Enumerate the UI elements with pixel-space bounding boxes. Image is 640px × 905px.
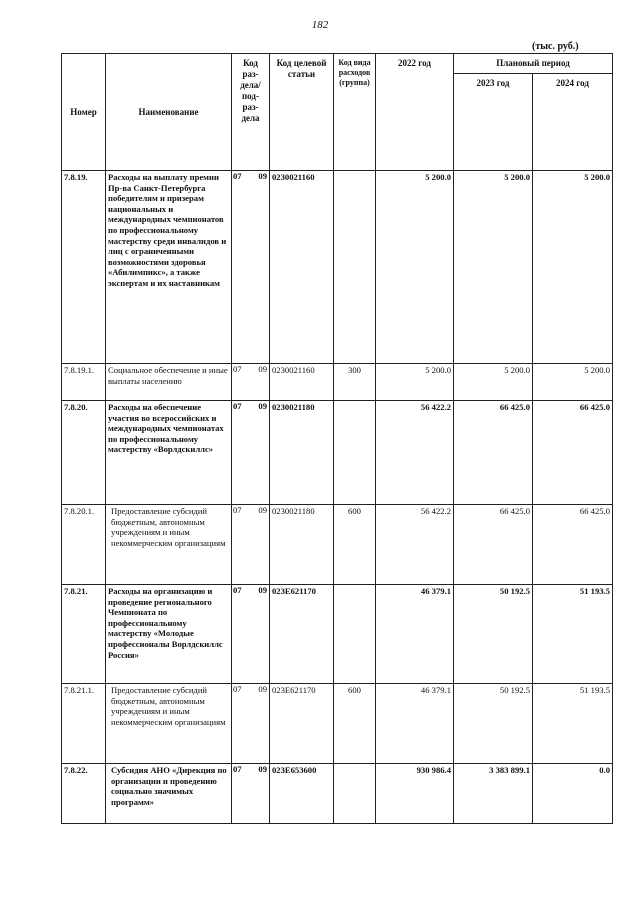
row-expense-type [334, 764, 376, 824]
row-target: 0230021180 [270, 401, 334, 505]
row-target: 023E621170 [270, 684, 334, 764]
row-target: 023E621170 [270, 585, 334, 684]
header-year-2024: 2024 год [533, 74, 613, 171]
row-number: 7.8.19.1. [62, 364, 106, 401]
row-number: 7.8.19. [62, 171, 106, 364]
section-code: 07 [233, 585, 242, 595]
row-2022: 5 200.0 [376, 364, 454, 401]
row-2022: 56 422.2 [376, 505, 454, 585]
row-2023: 66 425.0 [454, 505, 533, 585]
row-expense-type [334, 401, 376, 505]
row-name: Субсидия АНО «Дирекция по организации и проведению социально значимых программ» [106, 764, 232, 824]
section-code: 07 [233, 364, 242, 374]
row-2024: 5 200.0 [533, 171, 613, 364]
subsection-code: 09 [258, 764, 267, 774]
table-row [62, 764, 613, 824]
row-expense-type: 300 [334, 364, 376, 401]
table-row [62, 505, 613, 585]
subsection-code: 09 [258, 401, 267, 411]
row-target: 0230021180 [270, 505, 334, 585]
row-2023: 50 192.5 [454, 684, 533, 764]
row-2022: 46 379.1 [376, 684, 454, 764]
row-number: 7.8.22. [62, 764, 106, 824]
section-code: 07 [233, 401, 242, 411]
row-section [232, 764, 270, 824]
table-row [62, 171, 613, 364]
row-2024: 66 425.0 [533, 505, 613, 585]
row-section [232, 364, 270, 401]
row-name: Предоставление субсидий бюджетным, автономным учреждениям и иным некоммерческим организациям [106, 684, 232, 764]
budget-table [61, 53, 613, 824]
row-section [232, 505, 270, 585]
table-row [62, 684, 613, 764]
row-target: 0230021160 [270, 171, 334, 364]
row-expense-type: 600 [334, 684, 376, 764]
header-name: Наименование [106, 54, 232, 171]
row-section [232, 684, 270, 764]
row-name: Социальное обеспечение и иные выплаты населению [106, 364, 232, 401]
row-number: 7.8.21.1. [62, 684, 106, 764]
table-row [62, 585, 613, 684]
row-2023: 50 192.5 [454, 585, 533, 684]
section-code: 07 [233, 684, 242, 694]
row-2024: 51 193.5 [533, 684, 613, 764]
header-year-2023: 2023 год [454, 74, 533, 171]
row-section [232, 171, 270, 364]
subsection-code: 09 [258, 585, 267, 595]
row-number: 7.8.21. [62, 585, 106, 684]
table-row [62, 364, 613, 401]
row-section [232, 401, 270, 505]
row-target: 0230021160 [270, 364, 334, 401]
row-2022: 56 422.2 [376, 401, 454, 505]
row-expense-type: 600 [334, 505, 376, 585]
row-2024: 5 200.0 [533, 364, 613, 401]
row-2023: 66 425.0 [454, 401, 533, 505]
subsection-code: 09 [258, 364, 267, 374]
subsection-code: 09 [258, 171, 267, 181]
row-name: Предоставление субсидий бюджетным, автономным учреждениям и иным некоммерческим организациям [106, 505, 232, 585]
row-2024: 0.0 [533, 764, 613, 824]
table-row [62, 401, 613, 505]
row-name: Расходы на обеспечение участия во всероссийских и международных чемпионатах по профессиональному мастерству «Ворлдскиллс» [106, 401, 232, 505]
row-name: Расходы на организацию и проведение регионального Чемпионата по профессиональному мастерству «Молодые профессионалы Ворлдскиллс Россия» [106, 585, 232, 684]
header-planned-period: Плановый период [454, 54, 613, 74]
header-expense-type: Код вида расходов (группа) [334, 54, 376, 171]
row-section [232, 585, 270, 684]
row-2023: 3 383 899.1 [454, 764, 533, 824]
header-year-2022: 2022 год [376, 54, 454, 171]
section-code: 07 [233, 505, 242, 515]
row-2022: 5 200.0 [376, 171, 454, 364]
row-expense-type [334, 171, 376, 364]
row-2022: 46 379.1 [376, 585, 454, 684]
row-2022: 930 986.4 [376, 764, 454, 824]
subsection-code: 09 [258, 505, 267, 515]
row-2024: 66 425.0 [533, 401, 613, 505]
row-2024: 51 193.5 [533, 585, 613, 684]
row-number: 7.8.20. [62, 401, 106, 505]
header-target: Код целевой статьи [270, 54, 334, 171]
subsection-code: 09 [258, 684, 267, 694]
header-number: Номер [62, 54, 106, 171]
page-number: 182 [311, 19, 329, 31]
header-section: Код раз-дела/ под-раз-дела [232, 54, 270, 171]
row-number: 7.8.20.1. [62, 505, 106, 585]
row-expense-type [334, 585, 376, 684]
row-2023: 5 200.0 [454, 364, 533, 401]
section-code: 07 [233, 171, 242, 181]
row-target: 023E653600 [270, 764, 334, 824]
unit-label: (тыс. руб.) [532, 41, 579, 52]
section-code: 07 [233, 764, 242, 774]
row-name: Расходы на выплату премии Пр-ва Санкт-Петербурга победителям и призерам национальных и международных чемпионатов по профессиональному мастерству среди инвалидов и лиц с ограниченными возможностями здоровья «Абилимпикс», а также экспертам и их наставникам [106, 171, 232, 364]
row-2023: 5 200.0 [454, 171, 533, 364]
